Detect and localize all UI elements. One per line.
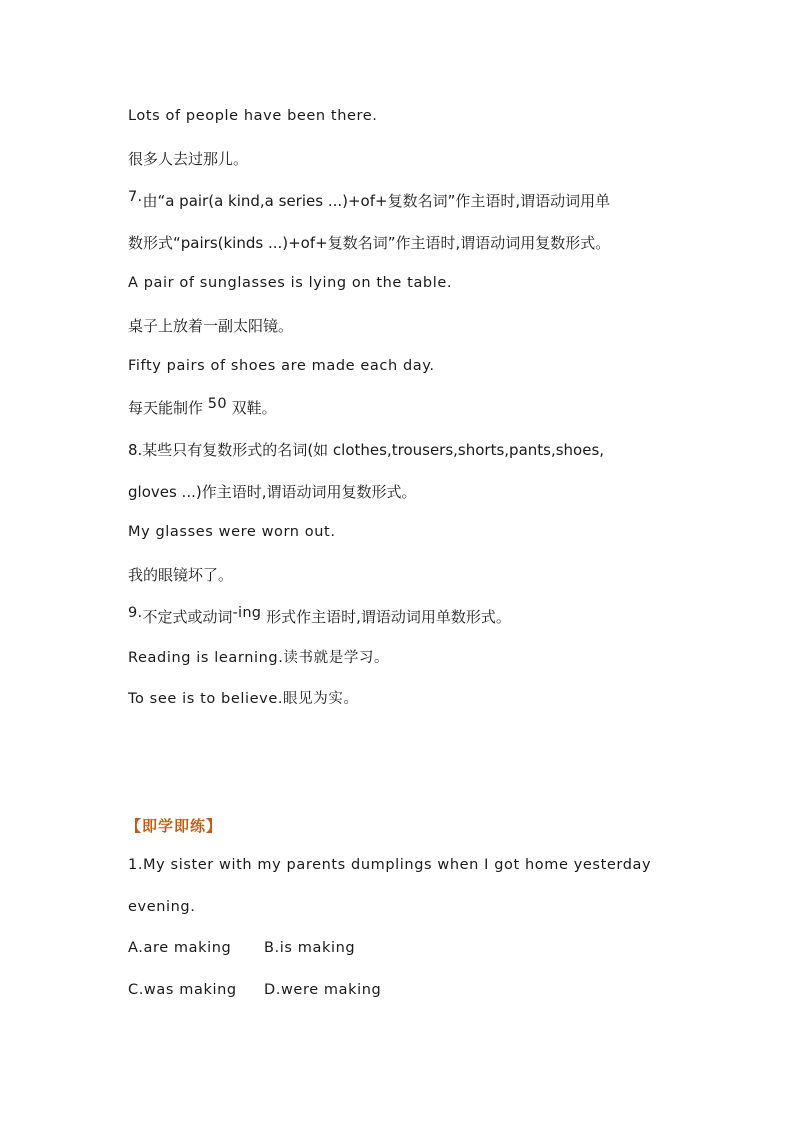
example-sentence-zh: 我的眼镜坏了。 — [128, 566, 234, 584]
rule-7-text-a: 由“a pair(a kind,a series ...)+of+复数名词”作主语时,谓语动词用单 — [142, 192, 611, 210]
practice-heading: 【即学即练】 — [126, 817, 223, 835]
example-sentence-en: My glasses were worn out. — [128, 524, 336, 540]
rule-number: 7. — [128, 189, 143, 205]
option-a[interactable]: A.are making — [128, 940, 232, 956]
example-sentence-mixed: Reading is learning.读书就是学习。 — [128, 650, 390, 666]
rule-7-line-2: 数形式“pairs(kinds ...)+of+复数名词”作主语时,谓语动词用复数形式。 — [128, 234, 611, 252]
question-1-text-a: My sister with my parents dumplings when I got home yesterday — [143, 857, 652, 873]
example-sentence-en: Fifty pairs of shoes are made each day. — [128, 358, 435, 374]
question-1-line-1 — [128, 855, 651, 875]
rule-9-text-b: 形式作主语时,谓语动词用单数形式。 — [266, 608, 511, 626]
rule-9-line — [128, 607, 511, 628]
rule-9-ing: -ing — [232, 605, 262, 621]
option-c[interactable]: C.was making — [128, 982, 237, 998]
rule-9-text-a: 不定式或动词 — [142, 608, 233, 626]
options-row-1 — [128, 938, 355, 958]
example-sentence-en: A pair of sunglasses is lying on the table. — [128, 275, 453, 291]
rule-7-line-1 — [128, 191, 610, 212]
option-d[interactable]: D.were making — [264, 982, 382, 998]
example-text-a: 每天能制作 — [128, 399, 204, 417]
example-sentence-zh: 桌子上放着一副太阳镜。 — [128, 317, 294, 335]
example-sentence-zh: 很多人去过那儿。 — [128, 150, 249, 168]
example-sentence-zh — [128, 398, 277, 419]
example-text-b: 双鞋。 — [231, 399, 277, 417]
question-number: 1. — [128, 857, 144, 873]
example-sentence-en: Lots of people have been there. — [128, 108, 378, 124]
example-sentence-mixed: To see is to believe.眼见为实。 — [128, 691, 359, 707]
rule-8-line-1: 8.某些只有复数形式的名词(如 clothes,trousers,shorts,pants,shoes, — [128, 441, 605, 459]
options-row-2 — [128, 980, 381, 1000]
question-1-line-2: evening. — [128, 899, 196, 915]
example-number: 50 — [207, 396, 227, 412]
rule-number: 9. — [128, 605, 143, 621]
rule-8-line-2: gloves ...)作主语时,谓语动词用复数形式。 — [128, 483, 417, 501]
option-b[interactable]: B.is making — [264, 940, 356, 956]
